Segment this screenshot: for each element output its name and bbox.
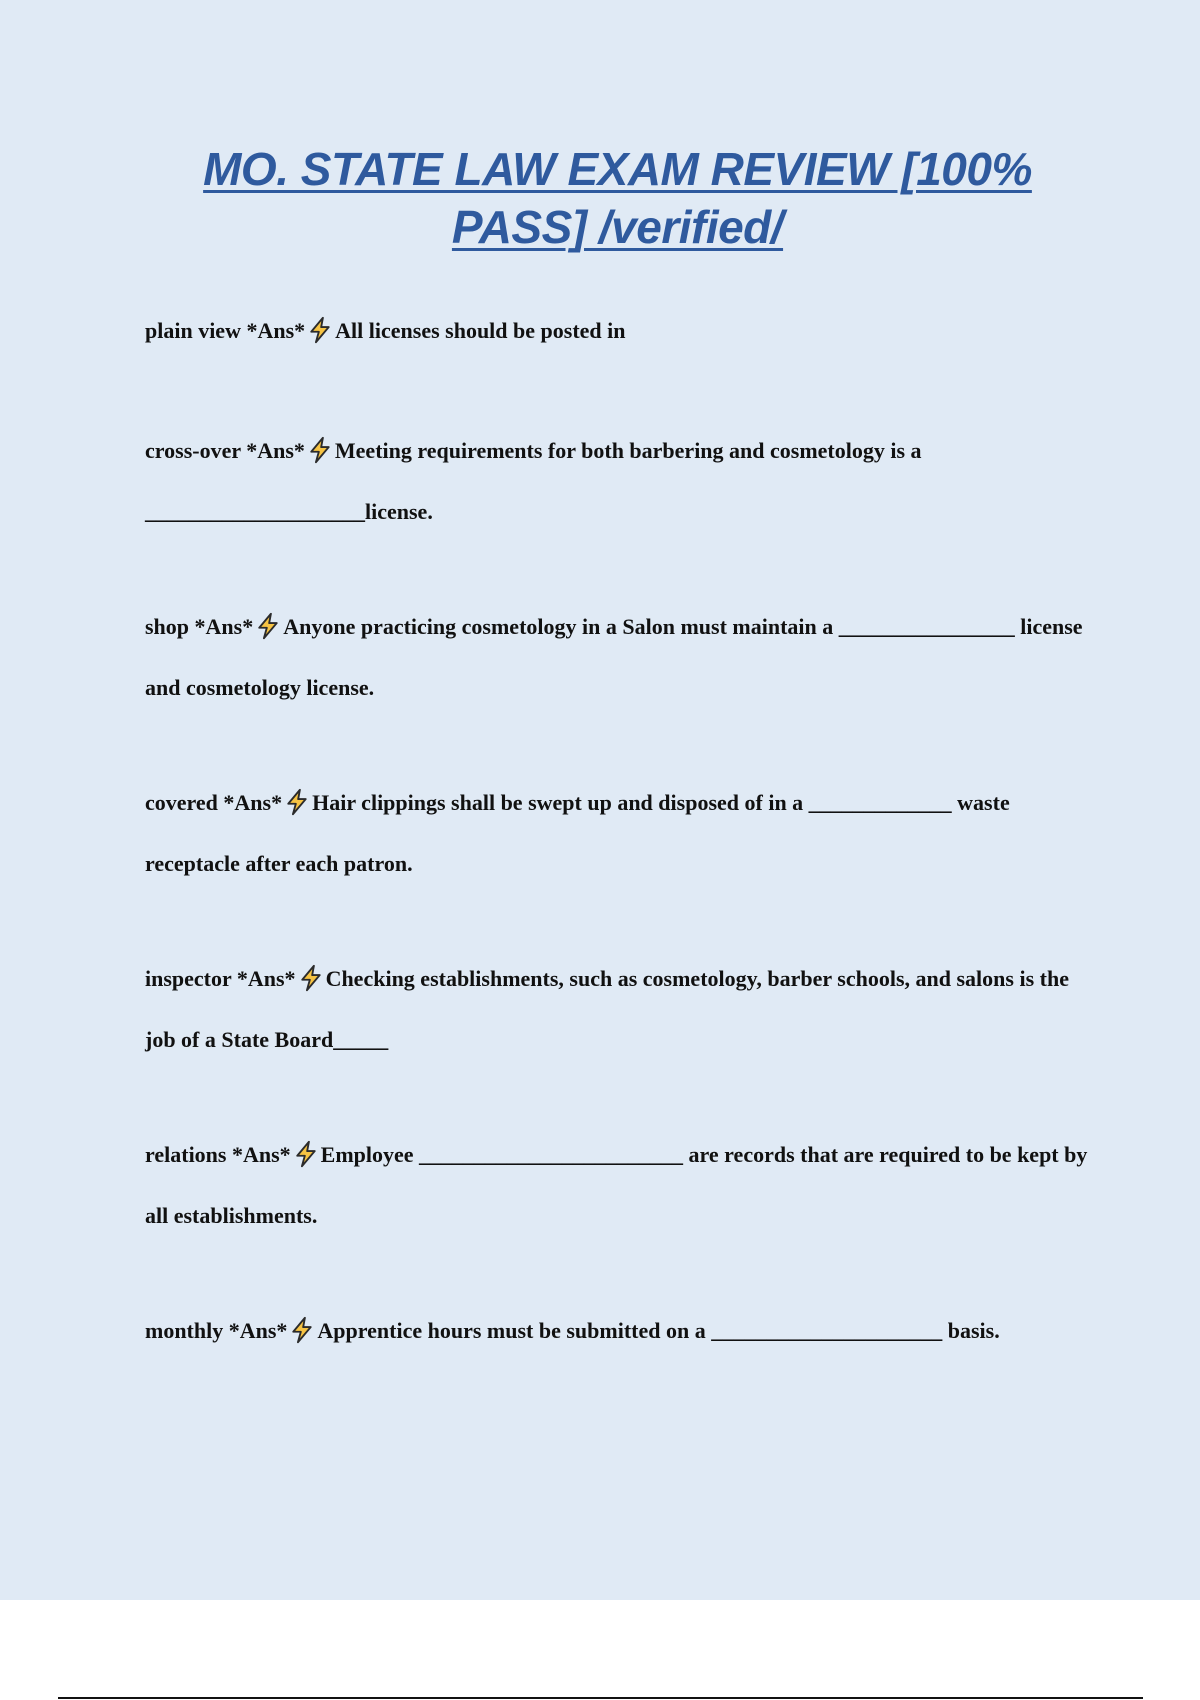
answer-text: shop *Ans*: [145, 614, 254, 639]
qa-item-7: [145, 1300, 1095, 1361]
answer-text: relations *Ans*: [145, 1142, 291, 1167]
question-text: Anyone practicing cosmetology in a Salon must maintain a ________________ license and cosmetology license.: [145, 614, 1083, 700]
lightning-bolt-icon: [306, 436, 334, 464]
question-text: Meeting requirements for both barbering and cosmetology is a ____________________license.: [145, 438, 922, 524]
lightning-bolt-icon: [297, 964, 325, 992]
page-bottom-divider: [58, 1697, 1143, 1699]
lightning-bolt-icon: [288, 1316, 316, 1344]
question-text: Employee ________________________ are records that are required to be kept by all establishments.: [145, 1142, 1088, 1228]
qa-item-6: [145, 1124, 1095, 1246]
answer-text: covered *Ans*: [145, 790, 283, 815]
title-line-1: MO. STATE LAW EXAM REVIEW [100%: [203, 143, 1032, 195]
lightning-bolt-icon: [292, 1140, 320, 1168]
answer-text: monthly *Ans*: [145, 1318, 288, 1343]
document-title: [120, 140, 1115, 256]
question-text: Hair clippings shall be swept up and disposed of in a _____________ waste receptacle after each patron.: [145, 790, 1010, 876]
title-line-2: PASS] /verified/: [451, 201, 784, 253]
qa-item-2: [145, 420, 1095, 542]
answer-text: inspector *Ans*: [145, 966, 296, 991]
question-text: Checking establishments, such as cosmetology, barber schools, and salons is the job of a State Board_____: [145, 966, 1069, 1052]
answer-text: cross-over *Ans*: [145, 438, 305, 463]
lightning-bolt-icon: [254, 612, 282, 640]
question-text: Apprentice hours must be submitted on a _____________________ basis.: [317, 1318, 1000, 1343]
qa-item-1: [145, 300, 1095, 361]
lightning-bolt-icon: [306, 316, 334, 344]
qa-item-5: [145, 948, 1095, 1070]
answer-text: plain view *Ans*: [145, 318, 306, 343]
qa-item-3: [145, 596, 1095, 718]
qa-item-4: [145, 772, 1095, 894]
question-text: All licenses should be posted in: [335, 318, 626, 343]
lightning-bolt-icon: [283, 788, 311, 816]
